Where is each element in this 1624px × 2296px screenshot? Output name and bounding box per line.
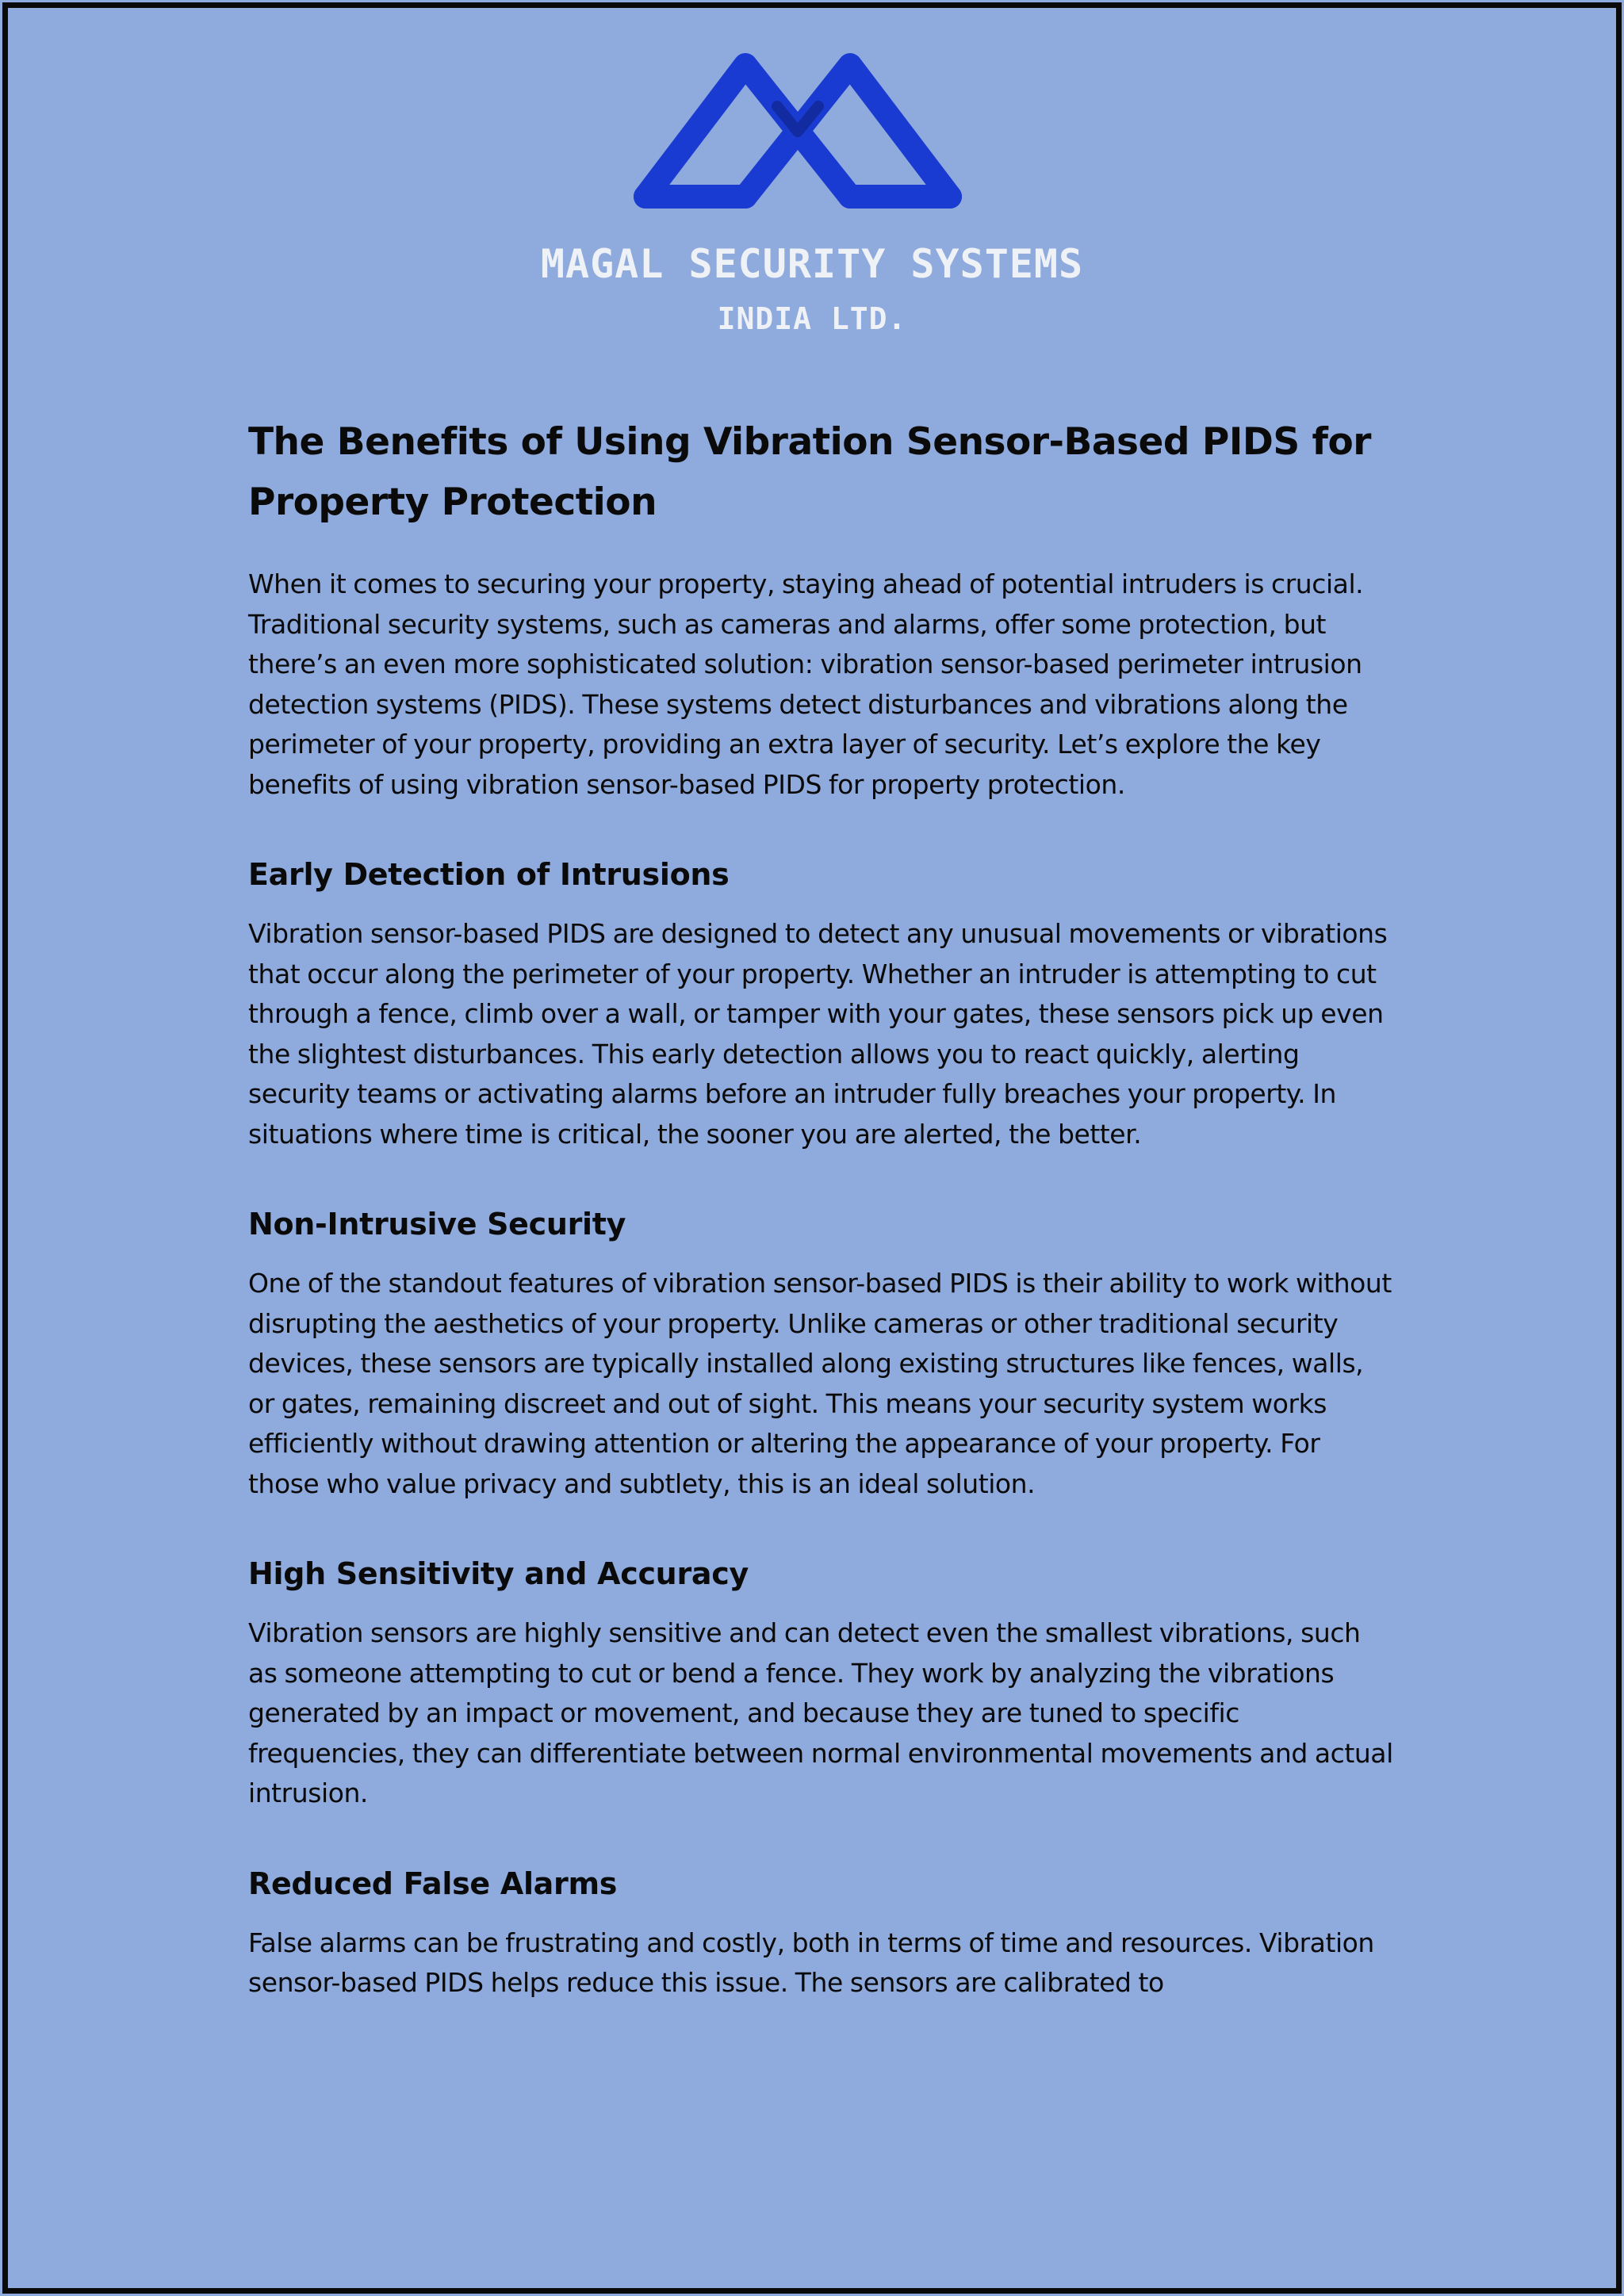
page-frame (2, 2, 1622, 2294)
section-body-early-detection: Vibration sensor-based PIDS are designed to detect any unusual movements or vibrations that occur along the perimeter of your property. Whether an intruder is attempting to cut through a fence, climb over a wall, or tamper with your gates, these sensors pick up even the slightest disturbances. This early detection allows you to react quickly, alerting security teams or activating alarms before an intruder fully breaches your property. In situations where time is critical, the sooner you are alerted, the better. (248, 918, 1388, 1150)
brand-name: MAGAL SECURITY SYSTEMS (540, 241, 1084, 287)
section-heading-non-intrusive: Non-Intrusive Security (248, 1207, 626, 1242)
article (248, 412, 1394, 2003)
section-heading-sensitivity: High Sensitivity and Accuracy (248, 1556, 749, 1591)
section-body-non-intrusive: One of the standout features of vibration sensor-based PIDS is their ability to work without disrupting the aesthetics of your property. Unlike cameras or other traditional security devices, these sensors are typically installed along existing structures like fences, walls, or gates, remaining discreet and out of sight. This means your security system works efficiently without drawing attention or altering the appearance of your property. For those who value privacy and subtlety, this is an ideal solution. (248, 1268, 1392, 1499)
magal-mm-logo-icon (626, 40, 967, 218)
brand-subtitle: INDIA LTD. (717, 301, 907, 336)
section-body-false-alarms: False alarms can be frustrating and costly, both in terms of time and resources. Vibration sensor-based PIDS helps reduce this issue. The sensors are calibrated to (248, 1927, 1374, 1998)
article-title: The Benefits of Using Vibration Sensor-Based PIDS for Property Protection (248, 420, 1371, 524)
section-heading-false-alarms: Reduced False Alarms (248, 1866, 618, 1901)
section-heading-early-detection: Early Detection of Intrusions (248, 857, 730, 892)
intro-paragraph: When it comes to securing your property, staying ahead of potential intruders is crucial. Traditional security systems, such as cameras and alarms, offer some protection, but there’s an even more sophisticated solution: vibration sensor-based perimeter intrusion detection systems (PIDS). These systems detect disturbances and vibrations along the perimeter of your property, providing an extra layer of security. Let’s explore the key benefits of using vibration sensor-based PIDS for property protection. (248, 568, 1364, 800)
section-body-sensitivity: Vibration sensors are highly sensitive and can detect even the smallest vibrations, such as someone attempting to cut or bend a fence. They work by analyzing the vibrations generated by an impact or movement, and because they are tuned to specific frequencies, they can differentiate between normal environmental movements and actual intrusion. (248, 1617, 1393, 1808)
